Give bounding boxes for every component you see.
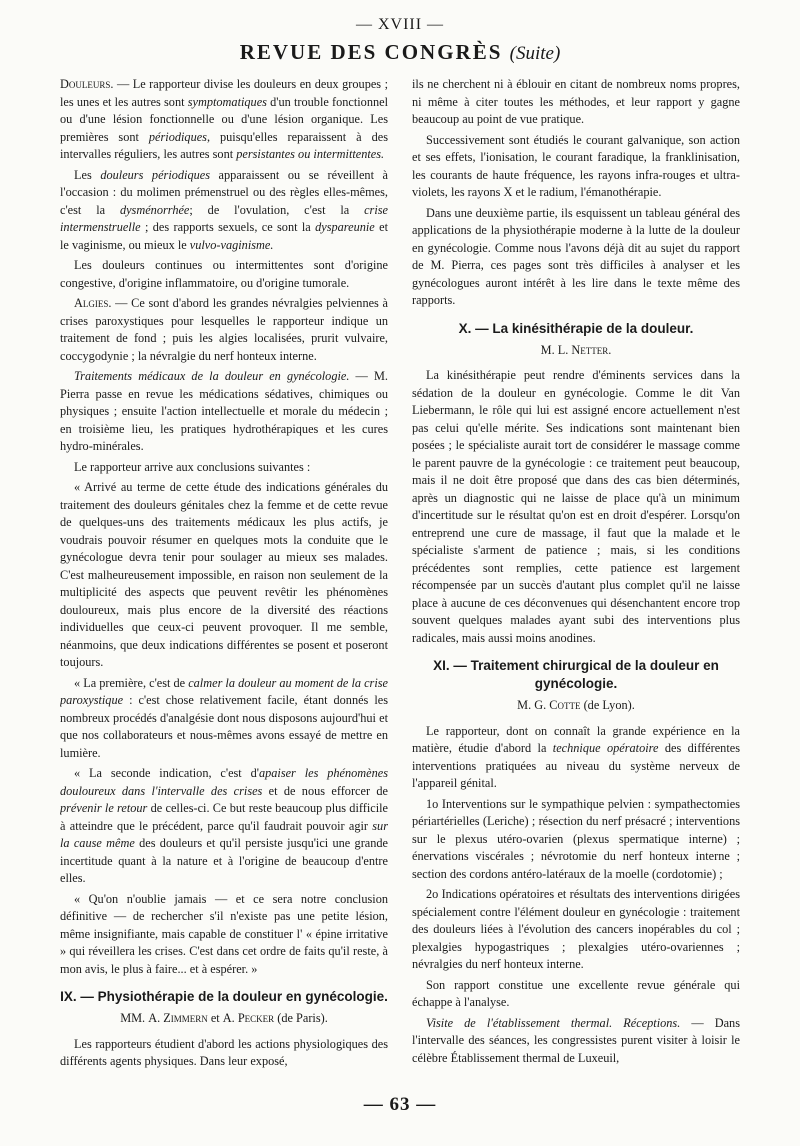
paragraph-physiotherapie: Les rapporteurs étudient d'abord les actions physiologiques des différents agents physiques. Dans leur exposé, xyxy=(60,1036,388,1068)
paragraph-quote-4: « Qu'on n'oublie jamais — et ce sera notre conclusion définitive — de rechercher s'il n'existe pas une petite lésion, même insignifiante, mais capable de constituer l' « épine irritative » qui réveillera les crises. C'est dans cet ordre de faits qu'il reste, à mon avis, le plus à faire... et à espérer. » xyxy=(60,891,388,976)
paragraph-quote-2: « La première, c'est de calmer la douleur au moment de la crise paroxystique : c'est chose relativement facile, étant donnés les nombreux procédés d'analgésie dont nous disposons aujourd'hui et que nos collaborateurs et nous-mêmes avons essayé de mettre en lumière. xyxy=(60,675,388,760)
roman-folio: — XVIII — xyxy=(355,16,445,33)
heading-x: X. — La kinésithérapie de la douleur. xyxy=(458,320,694,336)
paragraph-rapporteur-cotte: Le rapporteur, dont on connaît la grande expérience en la matière, étudie d'abord la technique opératoire des différentes interventions pratiquées au niveau du système nerveux de l'appareil génital. xyxy=(412,723,740,790)
left-column xyxy=(60,76,388,1074)
paragraph-traitements-medicaux: Traitements médicaux de la douleur en gynécologie. — M. Pierra passe en revue les médications sédatives, chimiques ou physiques ; ensuite l'action intellectuelle et morale du médecin ; en troisième lieu, les pratiques hydrothérapiques et les cures hydro-minérales. xyxy=(60,369,388,453)
byline-xi: M. G. Cotte (de Lyon). xyxy=(517,698,635,712)
paragraph-kinesitherapie: La kinésithérapie peut rendre d'éminents services dans la sédation de la douleur en gynécologie. Comme le dit Van Liebermann, le rôle qui lui est assigné encore actuellement n'est pas celui qu'elle mérite. Ses indications sont maintenant bien posées ; le spécialiste aurait tort de considérer le massage comme le parent pauvre de la gynécologie : ce traitement peut beaucoup, mais il ne doit être proposé que dans des cas bien déterminés, après un diagnostic qui ne laisse de place qu'à un minimum d'incertitude sur le résultat qu'on est en droit d'espérer. Lorsqu'on entreprend une cure de massage, il faut que la malade et le spécialiste s'arment de patience ; mais, si les conditions précédentes sont remplies, cette patience est largement récompensée par un succès d'autant plus complet qu'il ne laisse place à aucune de ces déconvenues qui désenchantent encore trop souvent quelques malades ayant subi des interventions plus radicales, mais aussi moins anodines. xyxy=(412,368,740,645)
paragraph-interventions-2: 2o Indications opératoires et résultats des interventions dirigées spécialement contre l'élément douleur en gynécologie : traitement des douleurs liées à l'évolution des cancers inopérables du col ; plexalgies hypogastriques ; plexalgies utéro-ovariennes ; névralgies du nerf honteux interne. xyxy=(412,887,740,971)
section-title-suite: (Suite) xyxy=(509,43,561,64)
paragraph-interventions-1: 1o Interventions sur le sympathique pelvien : sympathectomies périartérielles (Leriche) ; résection du nerf présacré ; interventions sur le plexus utéro-ovarien (plexus spermatique interne) ; énervations viscérales ; névrotomie du nerf honteux interne ; section des cordons antéro-latéraux de la moelle (cordotomie) ; xyxy=(412,796,740,881)
paragraph-douleurs-periodiques: Les douleurs périodiques apparaissent ou se réveillent à l'occasion : du molimen prémenstruel ou des règles elles-mêmes, c'est la dysménorrhée; de l'ovulation, c'est la crise intermenstruelle ; des rapports sexuels, ce sont la dyspareunie et le vaginisme, ou mieux le vulvo-vaginisme. xyxy=(60,167,388,252)
heading-xi: XI. — Traitement chirurgical de la douleur en gynécologie. xyxy=(433,658,719,691)
paragraph-deuxieme-partie: Dans une deuxième partie, ils esquissent un tableau général des applications de la physiothérapie moderne à la lutte de la douleur en gynécologie. Comme nous l'avons déjà dit au sujet du rapport de M. Pierra, ces pages sont très difficiles à analyser et les gynécologues auront intérêt à les lire dans le texte même des rapports. xyxy=(412,205,740,307)
paragraph-douleurs-continues: Les douleurs continues ou intermittentes sont d'origine congestive, d'origine inflammatoire, ou d'origine tumorale. xyxy=(60,258,388,290)
paragraph-quote-1: « Arrivé au terme de cette étude des indications générales du traitement des douleurs génitales chez la femme et de cette revue de quelques-uns des traitements médicaux les plus actifs, je voudrais pouvoir résumer en quelques mots la conduite que le gynécologue devra tenir pour soulager au mieux ses malades. C'est malheureusement impossible, en raison non seulement de la multiplicité des aspects que peuvent revêtir les phénomènes douloureux, mais plus encore de la diversité des réactions individuelles que ceux-ci peuvent provoquer. Il me semble, néanmoins, que deux indications différentes se posent et poseront toujours. xyxy=(60,480,388,669)
section-title-text: REVUE DES CONGRÈS xyxy=(239,40,503,64)
paragraph-courants: Successivement sont étudiés le courant galvanique, son action et ses effets, l'ionisation, le courant faradique, la franklinisation, les courants de haute fréquence, les rayons infra-rouges et ultra-violets, les rayons X et le radium, l'émanothérapie. xyxy=(412,132,740,199)
paragraph-quote-3: « La seconde indication, c'est d'apaiser les phénomènes douloureux dans l'intervalle des crises et de nous efforcer de prévenir le retour de celles-ci. Ce but reste beaucoup plus difficile à atteindre que le précédent, parce qu'il faudrait pouvoir agir sur la cause même des douleurs et qu'il persiste jusqu'ici une grande incertitude quant à la nature et à l'origine de beaucoup d'entre elles. xyxy=(60,766,388,885)
heading-ix: IX. — Physiothérapie de la douleur en gynécologie. xyxy=(60,989,388,1004)
paragraph-continuation: ils ne cherchent ni à éblouir en citant de nombreux noms propres, ni même à citer toutes les méthodes, et leur rapport y gagne beaucoup au point de vue pratique. xyxy=(412,77,740,126)
byline-x: M. L. Netter. xyxy=(540,342,612,357)
paragraph-douleurs: Douleurs. — Le rapporteur divise les douleurs en deux groupes ; les unes et les autres sont symptomatiques d'un trouble fonctionnel ou d'une lésion fonctionnelle ou d'une lésion organique. Les premières sont périodiques, puisqu'elles reparaissent à des intervalles réguliers, les autres sont persistantes ou intermittentes. xyxy=(60,77,388,161)
right-column xyxy=(412,76,740,1070)
paragraph-algies: Algies. — Ce sont d'abord les grandes névralgies pelviennes à crises paroxystiques pour lesquelles le rapporteur indique un traitement de fond ; puis les algies localisées, prurit vulvaire, coccygodynie ; la névralgie du nerf honteux interne. xyxy=(60,296,388,363)
page-number: — 63 — xyxy=(363,1094,437,1115)
section-title xyxy=(0,40,800,64)
paragraph-conclusions-intro: Le rapporteur arrive aux conclusions suivantes : xyxy=(74,459,311,474)
paragraph-visite: Visite de l'établissement thermal. Réceptions. — Dans l'intervalle des séances, les congressistes purent visiter à loisir le célèbre Établissement thermal de Luxeuil, xyxy=(412,1015,740,1065)
byline-ix: MM. A. Zimmern et A. Pecker (de Paris). xyxy=(120,1011,328,1025)
paragraph-rapport-revue: Son rapport constitue une excellente revue générale qui échappe à l'analyse. xyxy=(412,977,740,1009)
